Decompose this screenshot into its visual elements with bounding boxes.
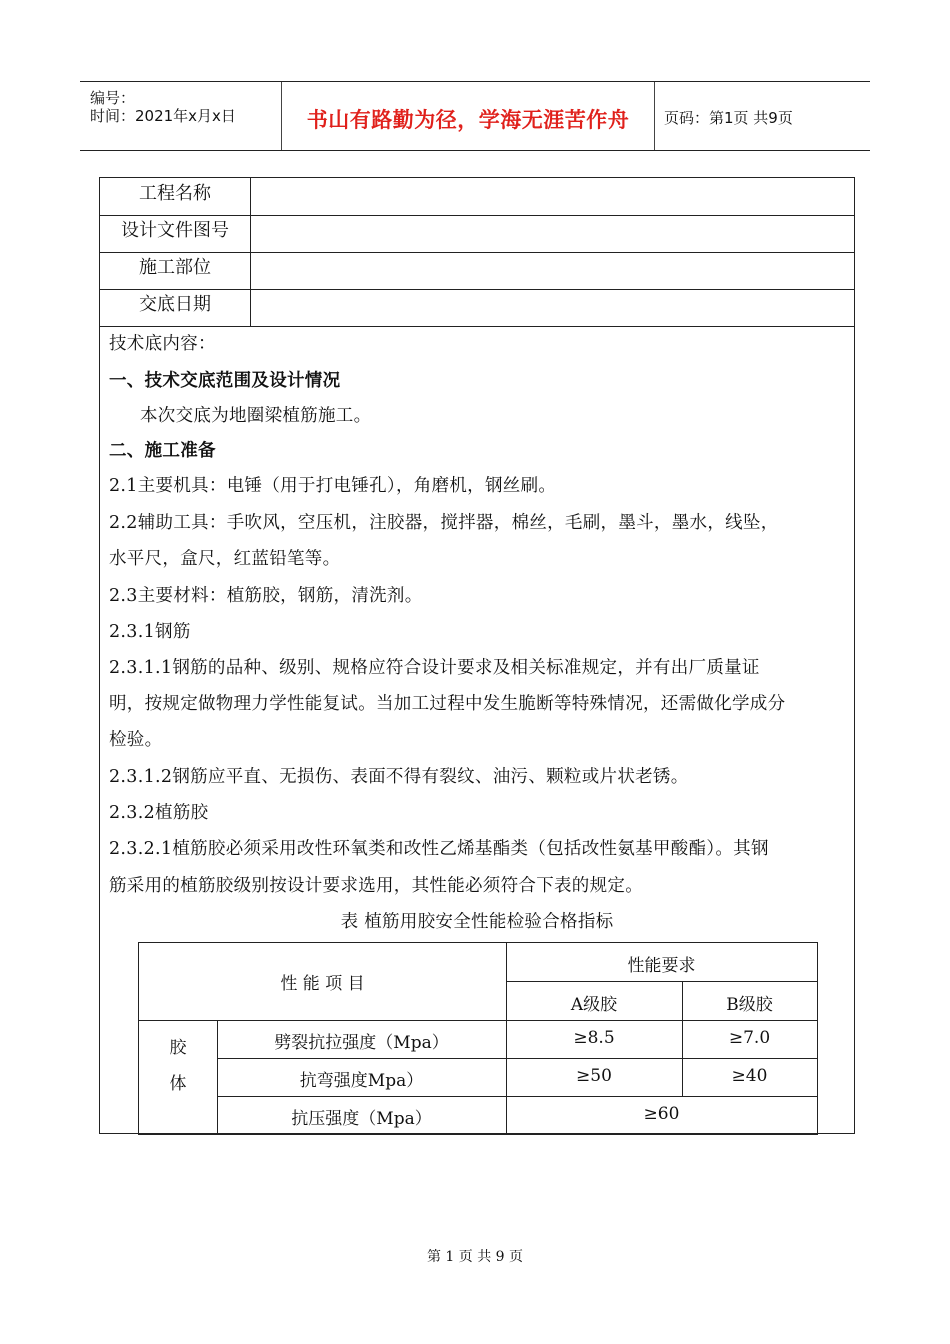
section2-heading: 二、施工准备 xyxy=(109,441,216,461)
spec-row-item: 抗压强度（Mpa） xyxy=(291,1109,432,1129)
content-title: 技术底内容： xyxy=(109,334,216,354)
paragraph-2-3-1-1-line2: 明，按规定做物理力学性能复试。当加工过程中发生脆断等特殊情况，还需做化学成分 xyxy=(109,694,786,714)
document-number-label: 编号： xyxy=(90,89,136,107)
spec-row-merged-value: ≥60 xyxy=(643,1104,680,1124)
header-motto-cell xyxy=(282,82,655,150)
project-name-field[interactable] xyxy=(251,178,854,215)
spec-row-grade-a: ≥50 xyxy=(576,1066,612,1086)
header-page-cell xyxy=(655,82,870,150)
paragraph-2-3: 2.3主要材料：植筋胶，钢筋，清洗剂。 xyxy=(109,586,423,606)
column-header-requirement: 性能要求 xyxy=(627,956,696,976)
header-page-info: 页码：第1页 共9页 xyxy=(664,109,793,127)
project-name-label: 工程名称 xyxy=(100,178,251,215)
form-row-drawing-number xyxy=(100,215,854,253)
spec-row-grade-a: ≥8.5 xyxy=(573,1028,615,1048)
spec-row-grade-b: ≥7.0 xyxy=(728,1028,771,1048)
section1-heading: 一、技术交底范围及设计情况 xyxy=(109,371,341,391)
grid-line xyxy=(506,981,817,982)
group-label-char1: 胶 xyxy=(169,1038,187,1058)
document-time-label: 时间：2021年x月x日 xyxy=(90,107,236,125)
table-caption: 表 植筋用胶安全性能检验合格指标 xyxy=(340,912,614,932)
header-meta-cell xyxy=(80,82,282,150)
construction-part-field[interactable] xyxy=(251,252,854,289)
adhesive-spec-table xyxy=(138,942,818,1135)
paragraph-2-2-line2: 水平尺，盒尺，红蓝铅笔等。 xyxy=(109,549,341,569)
spec-row-item: 劈裂抗拉强度（Mpa） xyxy=(274,1033,449,1053)
paragraph-2-2-line1: 2.2辅助工具：手吹风，空压机，注胶器，搅拌器，棉丝，毛刷，墨斗，墨水，线坠， xyxy=(109,513,779,533)
grid-line xyxy=(217,1058,817,1059)
construction-part-label: 施工部位 xyxy=(100,252,251,289)
page-footer: 第 1 页 共 9 页 xyxy=(426,1249,524,1265)
disclosure-date-field[interactable] xyxy=(251,289,854,326)
technical-disclosure-form xyxy=(99,177,855,1134)
header-motto: 书山有路勤为径，学海无涯苦作舟 xyxy=(306,108,630,132)
paragraph-2-3-2: 2.3.2植筋胶 xyxy=(109,803,209,823)
paragraph-2-3-2-1-line2: 筋采用的植筋胶级别按设计要求选用，其性能必须符合下表的规定。 xyxy=(109,876,643,896)
form-row-project-name xyxy=(100,178,854,216)
paragraph-2-1: 2.1主要机具：电锤（用于打电锤孔），角磨机，钢丝刷。 xyxy=(109,476,557,496)
grid-line xyxy=(217,1096,817,1097)
form-row-construction-part xyxy=(100,252,854,290)
group-label-char2: 体 xyxy=(169,1074,187,1094)
grid-line xyxy=(139,1020,817,1021)
drawing-number-label: 设计文件图号 xyxy=(100,215,251,252)
paragraph-2-3-2-1-line1: 2.3.2.1植筋胶必须采用改性环氧类和改性乙烯基酯类（包括改性氨基甲酸酯）。其钢 xyxy=(109,839,769,859)
column-header-grade-b: B级胶 xyxy=(726,995,773,1015)
form-row-disclosure-date xyxy=(100,289,854,327)
column-header-item: 性 能 项 目 xyxy=(280,974,365,994)
spec-row-item: 抗弯强度Mpa） xyxy=(299,1071,424,1091)
column-header-grade-a: A级胶 xyxy=(570,995,618,1015)
paragraph-2-3-1-1-line3: 检验。 xyxy=(109,730,163,750)
paragraph-2-3-1-1-line1: 2.3.1.1钢筋的品种、级别、规格应符合设计要求及相关标准规定，并有出厂质量证 xyxy=(109,658,760,678)
spec-row-grade-b: ≥40 xyxy=(731,1066,768,1086)
paragraph-2-3-1: 2.3.1钢筋 xyxy=(109,622,191,642)
disclosure-date-label: 交底日期 xyxy=(100,289,251,326)
drawing-number-field[interactable] xyxy=(251,215,854,252)
paragraph-2-3-1-2: 2.3.1.2钢筋应平直、无损伤、表面不得有裂纹、油污、颗粒或片状老锈。 xyxy=(109,767,689,787)
section1-text: 本次交底为地圈梁植筋施工。 xyxy=(140,406,372,426)
page-header xyxy=(80,81,870,151)
